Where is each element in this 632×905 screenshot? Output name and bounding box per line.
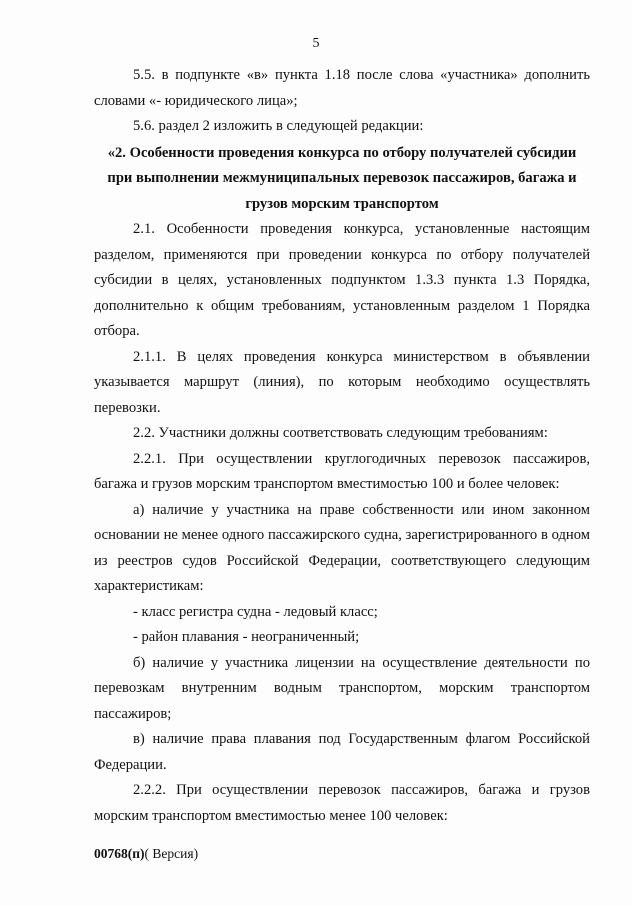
paragraph-2-2: 2.2. Участники должны соответствовать следующим требованиям: bbox=[133, 425, 548, 441]
paragraph-item-v: в) наличие права плавания под Государственным флагом Российской Федерации. bbox=[94, 731, 590, 773]
footer bbox=[94, 846, 198, 862]
paragraph-dash-ice-class: - класс регистра судна - ледовый класс; bbox=[133, 603, 378, 620]
paragraph-2-2-1: 2.2.1. При осуществлении круглогодичных перевозок пассажиров, багажа и грузов морским транспортом вместимостью 100 и более человек: bbox=[94, 450, 590, 492]
version-label: ( Версия) bbox=[144, 846, 199, 861]
paragraph-dash-navigation-area: - район плавания - неограниченный; bbox=[133, 629, 360, 645]
paragraph-item-b: б) наличие у участника лицензии на осуществление деятельности по перевозкам внутренним водным транспортом, морским транспортом пассажиров; bbox=[94, 654, 590, 722]
document-body bbox=[94, 63, 590, 829]
paragraph-2-2-2: 2.2.2. При осуществлении перевозок пассажиров, багажа и грузов морским транспортом вместимостью менее 100 человек: bbox=[94, 782, 590, 824]
section-heading: «2. Особенности проведения конкурса по отбору получателей субсидии при выполнении межмуниципальных перевозок пассажиров, багажа и грузов морским транспортом bbox=[107, 144, 577, 212]
page-number: 5 bbox=[312, 36, 320, 51]
paragraph-item-a: а) наличие у участника на праве собственности или ином законном основании не менее одного пассажирского судна, зарегистрированного в одном из реестров судов Российской Федерации, соответствующего следующим характеристикам: bbox=[94, 501, 590, 594]
paragraph-5-5: 5.5. в подпункте «в» пункта 1.18 после слова «участника» дополнить словами «- юридического лица»; bbox=[94, 67, 590, 109]
paragraph-2-1: 2.1. Особенности проведения конкурса, установленные настоящим разделом, применяются при проведении конкурса по отбору получателей субсидии в целях, установленных подпунктом 1.3.3 пункта 1.3 Порядка, дополнительно к общим требованиям, установленным разделом 1 Порядка отбора. bbox=[94, 221, 590, 339]
document-code: 00768(п) bbox=[94, 846, 145, 861]
paragraph-2-1-1: 2.1.1. В целях проведения конкурса министерством в объявлении указывается маршрут (линия), по которым необходимо осуществлять перевозки. bbox=[94, 348, 590, 416]
paragraph-5-6: 5.6. раздел 2 изложить в следующей редакции: bbox=[133, 118, 424, 134]
